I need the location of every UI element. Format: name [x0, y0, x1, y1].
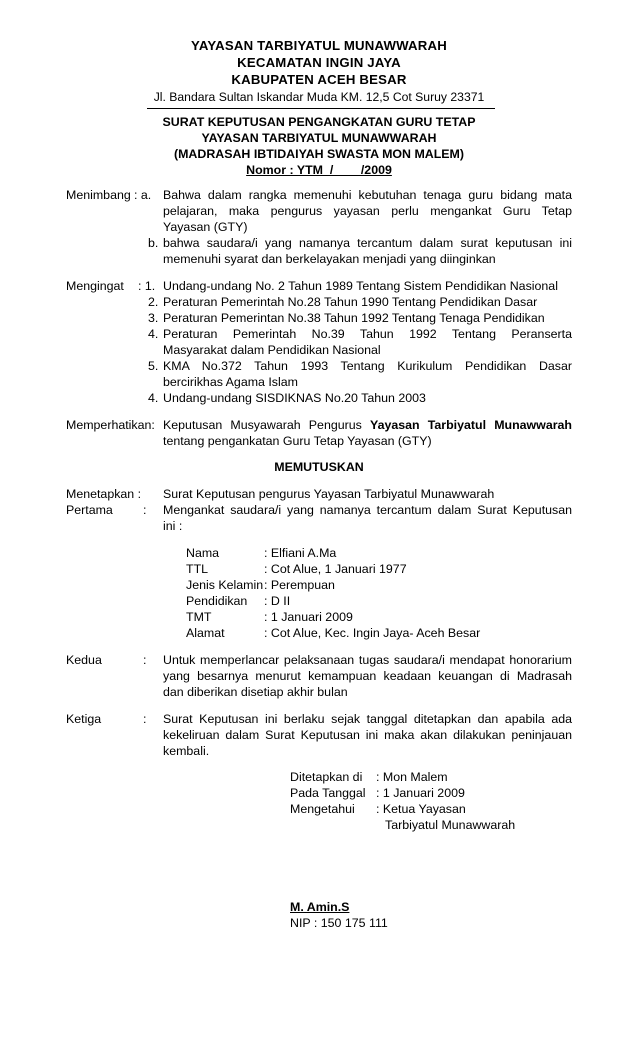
detail-gender-value: : Perempuan	[264, 578, 335, 592]
pertama-line1: Mengankat saudara/i yang namanya tercantum dalam Surat Keputusan	[163, 503, 572, 517]
letterhead-line1: YAYASAN TARBIYATUL MUNAWWARAH	[191, 38, 447, 53]
menimbang-label: Menimbang	[66, 188, 131, 202]
title-line1: SURAT KEPUTUSAN PENGANGKATAN GURU TETAP	[162, 115, 476, 129]
nomor-text: Nomor : YTM / /2009	[246, 163, 392, 177]
kedua-colon: :	[143, 653, 147, 667]
mengingat-item4-num: 4.	[148, 327, 159, 341]
sig-ditetapkan-value: : Mon Malem	[376, 770, 448, 784]
ketiga-line3: kembali.	[163, 744, 210, 758]
mengingat-item4-line1: Peraturan Pemerintah No.39 Tahun 1992 Tentang Peranserta	[163, 327, 572, 341]
memperhatikan-line1	[163, 417, 572, 433]
mengingat-item2-num: 2.	[148, 295, 159, 309]
letterhead-line3: KABUPATEN ACEH BESAR	[231, 72, 407, 87]
sig-mengetahui-key: Mengetahui	[290, 802, 355, 816]
menimbang-a-line2: pelajaran, maka pengurus yayasan perlu mengankat Guru Tetap	[163, 204, 572, 218]
menimbang-b-marker: b.	[148, 236, 159, 250]
kedua-line3: dan diberikan disetiap akhir bulan	[163, 685, 348, 699]
sig-tanggal-value: : 1 Januari 2009	[376, 786, 465, 800]
mengingat-item4-line2: Masyarakat dalam Pendidikan Nasional	[163, 343, 381, 357]
mengingat-item5-line2: bercirikhas Agama Islam	[163, 375, 298, 389]
detail-tmt-key: TMT	[186, 610, 212, 624]
detail-nama-value: : Elfiani A.Ma	[264, 546, 337, 560]
menimbang-a-line3: Yayasan (GTY)	[163, 220, 248, 234]
detail-ttl-key: TTL	[186, 562, 209, 576]
detail-nama-key: Nama	[186, 546, 220, 560]
mengingat-item3-line1: Peraturan Pemerintan No.38 Tahun 1992 Tentang Tenaga Pendidikan	[163, 311, 545, 325]
mengingat-item3-num: 3.	[148, 311, 159, 325]
detail-ttl-value: : Cot Alue, 1 Januari 1977	[264, 562, 407, 576]
memperhatikan-label: Memperhatikan:	[66, 418, 155, 432]
menimbang-a-line1: Bahwa dalam rangka memenuhi kebutuhan tenaga guru bidang mata	[163, 188, 572, 202]
sig-tanggal-key: Pada Tanggal	[290, 786, 366, 800]
sig-nip: NIP : 150 175 111	[290, 916, 388, 930]
mengingat-item2-line1: Peraturan Pemerintah No.28 Tahun 1990 Tentang Pendidikan Dasar	[163, 295, 538, 309]
ketiga-line2: kekeliruan dalam Surat Keputusan ini maka akan dilakukan peninjauan	[163, 728, 572, 742]
pertama-line2: ini :	[163, 519, 183, 533]
pertama-colon: :	[143, 503, 147, 517]
memperhatikan-line1-plain: Keputusan Musyawarah Pengurus	[163, 418, 362, 432]
menetapkan-text: Surat Keputusan pengurus Yayasan Tarbiyatul Munawwarah	[163, 487, 495, 501]
detail-alamat-value: : Cot Alue, Kec. Ingin Jaya- Aceh Besar	[264, 626, 481, 640]
menimbang-b-line1: bahwa saudara/i yang namanya tercantum dalam surat keputusan ini	[163, 236, 572, 250]
sig-mengetahui-value: : Ketua Yayasan	[376, 802, 466, 816]
mengingat-item6-num: 4.	[148, 391, 159, 405]
memutuskan-heading: MEMUTUSKAN	[274, 460, 364, 474]
title-nomor	[0, 162, 638, 178]
memperhatikan-line2: tentang pengankatan Guru Tetap Yayasan (GTY)	[163, 434, 432, 448]
memperhatikan-line1-bold: Yayasan Tarbiyatul Munawwarah	[370, 418, 572, 432]
detail-alamat-key: Alamat	[186, 626, 225, 640]
detail-tmt-value: : 1 Januari 2009	[264, 610, 353, 624]
kedua-label: Kedua	[66, 653, 102, 667]
letterhead-divider	[147, 108, 495, 109]
mengingat-item5-line1: KMA No.372 Tahun 1993 Tentang Kurikulum Pendidikan Dasar	[163, 359, 572, 373]
letterhead-address: Jl. Bandara Sultan Iskandar Muda KM. 12,5 Cot Suruy 23371	[153, 90, 485, 104]
mengingat-colon: : 1.	[138, 279, 156, 293]
sig-extra: Tarbiyatul Munawwarah	[385, 818, 516, 832]
title-line2: YAYASAN TARBIYATUL MUNAWWARAH	[201, 131, 437, 145]
menetapkan-label: Menetapkan :	[66, 487, 142, 501]
sig-ditetapkan-key: Ditetapkan di	[290, 770, 363, 784]
mengingat-item5-num: 5.	[148, 359, 159, 373]
sig-name: M. Amin.S	[290, 900, 350, 914]
title-line3: (MADRASAH IBTIDAIYAH SWASTA MON MALEM)	[173, 147, 465, 161]
letterhead-line2: KECAMATAN INGIN JAYA	[237, 55, 401, 70]
detail-pendidikan-key: Pendidikan	[186, 594, 248, 608]
ketiga-colon: :	[143, 712, 147, 726]
kedua-line2: yang besarnya menurut kemampuan keadaan keuangan di Madrasah	[163, 669, 572, 683]
kedua-line1: Untuk memperlancar pelaksanaan tugas saudara/i mendapat honorarium	[163, 653, 572, 667]
menimbang-b-line2: memenuhi syarat dan berkelayakan menjadi yang diinginkan	[163, 252, 496, 266]
ketiga-label: Ketiga	[66, 712, 102, 726]
mengingat-item6-line1: Undang-undang SISDIKNAS No.20 Tahun 2003	[163, 391, 426, 405]
pertama-label: Pertama	[66, 503, 113, 517]
mengingat-label: Mengingat	[66, 279, 124, 293]
mengingat-item1-line1: Undang-undang No. 2 Tahun 1989 Tentang Sistem Pendidikan Nasional	[163, 279, 558, 293]
menimbang-colon: : a.	[134, 188, 152, 202]
detail-pendidikan-value: : D II	[264, 594, 291, 608]
ketiga-line1: Surat Keputusan ini berlaku sejak tanggal ditetapkan dan apabila ada	[163, 712, 572, 726]
detail-gender-key: Jenis Kelamin	[186, 578, 264, 592]
